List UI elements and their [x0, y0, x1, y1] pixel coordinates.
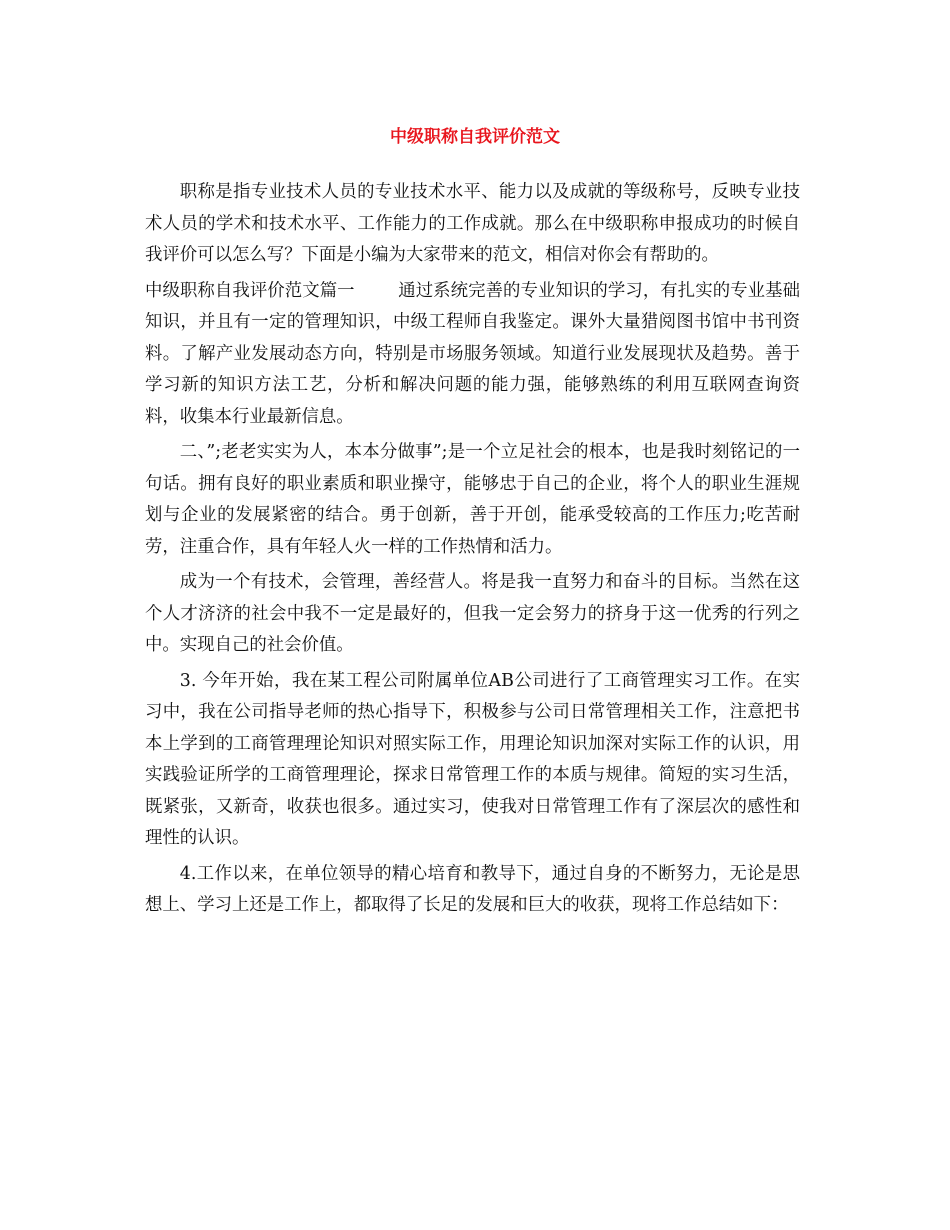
document-body: [145, 177, 800, 926]
section1-heading: 中级职称自我评价范文篇一: [145, 280, 355, 301]
paragraph-3: 成为一个有技术，会管理，善经营人。将是我一直努力和奋斗的目标。当然在这个人才济济的社会中我不一定是最好的，但我一定会努力的挤身于这一优秀的行列之中。实现自己的社会价值。: [145, 572, 800, 655]
section1-text: 通过系统完善的专业知识的学习，有扎实的专业基础知识，并且有一定的管理知识，中级工程师自我鉴定。课外大量猎阅图书馆中书刊资料。了解产业发展动态方向，特别是市场服务领域。知道行业发展现状及趋势。善于学习新的知识方法工艺，分析和解决问题的能力强，能够熟练的利用互联网查询资料，收集本行业最新信息。: [145, 280, 800, 427]
document-title: 中级职称自我评价范文: [390, 127, 560, 147]
paragraph-2: 二、”;老老实实为人，本本分做事”;是一个立足社会的根本，也是我时刻铭记的一句话。拥有良好的职业素质和职业操守，能够忠于自己的企业，将个人的职业生涯规划与企业的发展紧密的结合。勇于创新，善于开创，能承受较高的工作压力;吃苦耐劳，注重合作，具有年轻人火一样的工作热情和活力。: [145, 442, 800, 557]
section1-paragraph: [145, 276, 800, 434]
paragraph-4: 3. 今年开始，我在某工程公司附属单位AB公司进行了工商管理实习工作。在实习中，我在公司指导老师的热心指导下，积极参与公司日常管理相关工作，注意把书本上学到的工商管理理论知识对照实际工作，用理论知识加深对实际工作的认识，用实践验证所学的工商管理理论，探求日常管理工作的本质与规律。简短的实习生活，既紧张，又新奇，收获也很多。通过实习，使我对日常管理工作有了深层次的感性和理性的认识。: [145, 670, 800, 848]
intro-paragraph: 职称是指专业技术人员的专业技术水平、能力以及成就的等级称号，反映专业技术人员的学术和技术水平、工作能力的工作成就。那么在中级职称申报成功的时候自我评价可以怎么写？下面是小编为大家带来的范文，相信对你会有帮助的。: [145, 182, 800, 265]
paragraph-5: 4.工作以来，在单位领导的精心培育和教导下，通过自身的不断努力，无论是思想上、学习上还是工作上，都取得了长足的发展和巨大的收获，现将工作总结如下：: [145, 863, 800, 915]
